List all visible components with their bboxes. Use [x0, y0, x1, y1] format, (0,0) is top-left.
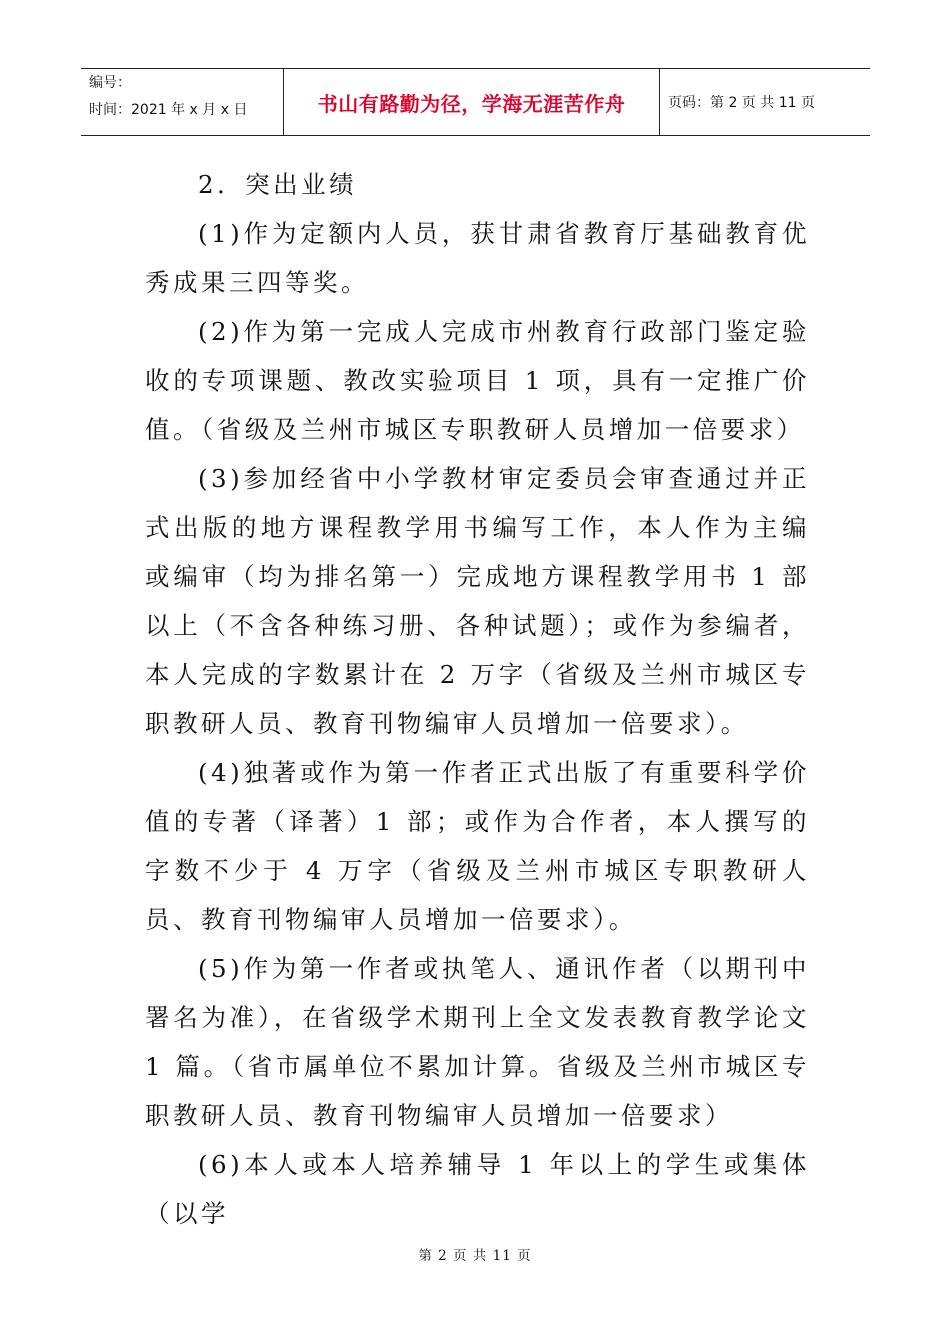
page-header	[81, 68, 870, 136]
header-meta	[81, 69, 284, 135]
header-motto: 书山有路勤为径，学海无涯苦作舟	[284, 69, 660, 135]
header-page-info: 页码：第 2 页 共 11 页	[668, 95, 815, 111]
document-body	[145, 160, 810, 1238]
paragraph-item-6: (6)本人或本人培养辅导 1 年以上的学生或集体（以学	[145, 1150, 810, 1228]
paragraph-item-2: (2)作为第一完成人完成市州教育行政部门鉴定验收的专项课题、教改实验项目 1 项，具有一定推广价值。（省级及兰州市城区专职教研人员增加一倍要求）	[145, 317, 810, 444]
paragraph-item-3: (3)参加经省中小学教材审定委员会审查通过并正式出版的地方课程教学用书编写工作，本人作为主编或编审（均为排名第一）完成地方课程教学用书 1 部以上（不含各种练习册、各种试题）；或作为参编者，本人完成的字数累计在 2 万字（省级及兰州市城区专职教研人员、教育刊物编审人员增加一倍要求）。	[145, 464, 810, 738]
section-heading: 2．突出业绩	[198, 170, 358, 199]
paragraph-item-1: (1)作为定额内人员，获甘肃省教育厅基础教育优秀成果三四等奖。	[145, 219, 810, 297]
document-date: 时间：2021 年 x 月 x 日	[89, 102, 248, 118]
page-footer: 第 2 页 共 11 页	[418, 1248, 532, 1264]
paragraph-item-4: (4)独著或作为第一作者正式出版了有重要科学价值的专著（译著）1 部；或作为合作者，本人撰写的字数不少于 4 万字（省级及兰州市城区专职教研人员、教育刊物编审人员增加一倍要求）。	[145, 758, 810, 934]
document-number-label: 编号：	[89, 75, 131, 91]
paragraph-item-5: (5)作为第一作者或执笔人、通讯作者（以期刊中署名为准），在省级学术期刊上全文发表教育教学论文 1 篇。（省市属单位不累加计算。省级及兰州市城区专职教研人员、教育刊物编审人员增加一倍要求）	[145, 954, 810, 1130]
